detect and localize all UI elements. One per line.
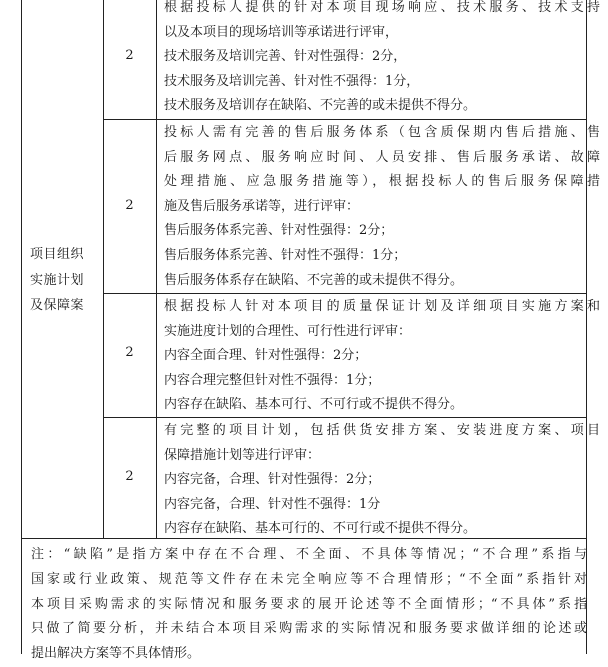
- category-line: 及保障案: [30, 298, 85, 313]
- category-line: 项目组织: [30, 247, 85, 262]
- criteria-line: 售后服务体系完善、针对性强得：2分；: [164, 223, 394, 239]
- criteria-line: 技术服务及培训完善、针对性不强得：1分，: [164, 73, 420, 89]
- criteria-line: 根据投标人提供的针对本项目现场响应、技术服务、技术支持: [164, 0, 600, 15]
- criteria-line: 内容完备，合理、针对性不强得：1分: [164, 496, 381, 512]
- criteria-cell: [164, 295, 600, 418]
- note-line: 本项目采购需求的实际情况和服务要求的展开论述等不全面情形；“不具体”系指: [31, 596, 587, 612]
- note-line: 注：“缺陷”是指方案中存在不合理、不全面、不具体等情况；“不合理”系指与: [31, 547, 587, 562]
- criteria-line: 内容完备，合理、针对性强得：2分；: [164, 472, 381, 488]
- criteria-cell: [164, 0, 600, 119]
- criteria-line: 实施进度计划的合理性、可行性进行评审：: [164, 323, 412, 339]
- category-line: 实施计划: [30, 272, 85, 288]
- note-line: 国家或行业政策、规范等文件存在未完全响应等不合理情形；“不全面”系指针对: [31, 571, 587, 587]
- column-divider-content: [156, 0, 157, 538]
- criteria-line: 售后服务体系完善、针对性不强得：1分；: [164, 247, 407, 263]
- criteria-line: 技术服务及培训完善、针对性强得：2分，: [164, 49, 407, 65]
- criteria-line: 以及本项目的现场培训等承诺进行评审，: [164, 24, 399, 40]
- note-line: 提出解决方案等不具体情形。: [31, 646, 201, 662]
- category-label: [30, 242, 84, 319]
- criteria-line: 技术服务及培训存在缺陷、不完善的或未提供不得分。: [164, 98, 477, 114]
- note-line: 只做了简要分析，并未结合本项目采购需求的实际情况和服务要求做详细的论述或: [31, 621, 587, 637]
- criteria-line: 售后服务体系存在缺陷、不完善的或未提供不得分。: [164, 272, 464, 288]
- table-border-left: [21, 0, 22, 654]
- criteria-line: 处理措施、应急服务措施等），根据投标人的售后服务保障措: [164, 174, 600, 190]
- criteria-line: 内容合理完整但针对性不强得：1分；: [164, 372, 381, 388]
- score-cell: 2: [125, 469, 134, 484]
- criteria-cell: [164, 121, 600, 293]
- score-cell: 2: [125, 345, 134, 360]
- criteria-line: 保障措施计划等进行评审：: [164, 447, 321, 463]
- criteria-cell: [164, 419, 600, 542]
- criteria-line: 内容存在缺陷、基本可行、不可行或不提供不得分。: [164, 397, 464, 413]
- criteria-line: 根据投标人针对本项目的质量保证计划及详细项目实施方案和: [164, 299, 600, 314]
- criteria-line: 投标人需有完善的售后服务体系（包含质保期内售后措施、售: [164, 125, 600, 140]
- criteria-line: 内容全面合理、针对性强得：2分；: [164, 348, 368, 364]
- criteria-line: 内容存在缺陷、基本可行的、不可行或不提供不得分。: [164, 521, 477, 537]
- score-cell: 2: [125, 48, 134, 63]
- definitions-note: [31, 543, 587, 667]
- row-divider-1: [103, 119, 587, 120]
- criteria-line: 施及售后服务承诺等，进行评审：: [164, 198, 360, 214]
- criteria-line: 后服务网点、服务响应时间、人员安排、售后服务承诺、故障: [164, 149, 600, 165]
- column-divider-score: [103, 0, 104, 538]
- score-cell: 2: [125, 198, 134, 213]
- criteria-line: 有完整的项目计划，包括供货安排方案、安装进度方案、项目: [164, 423, 600, 438]
